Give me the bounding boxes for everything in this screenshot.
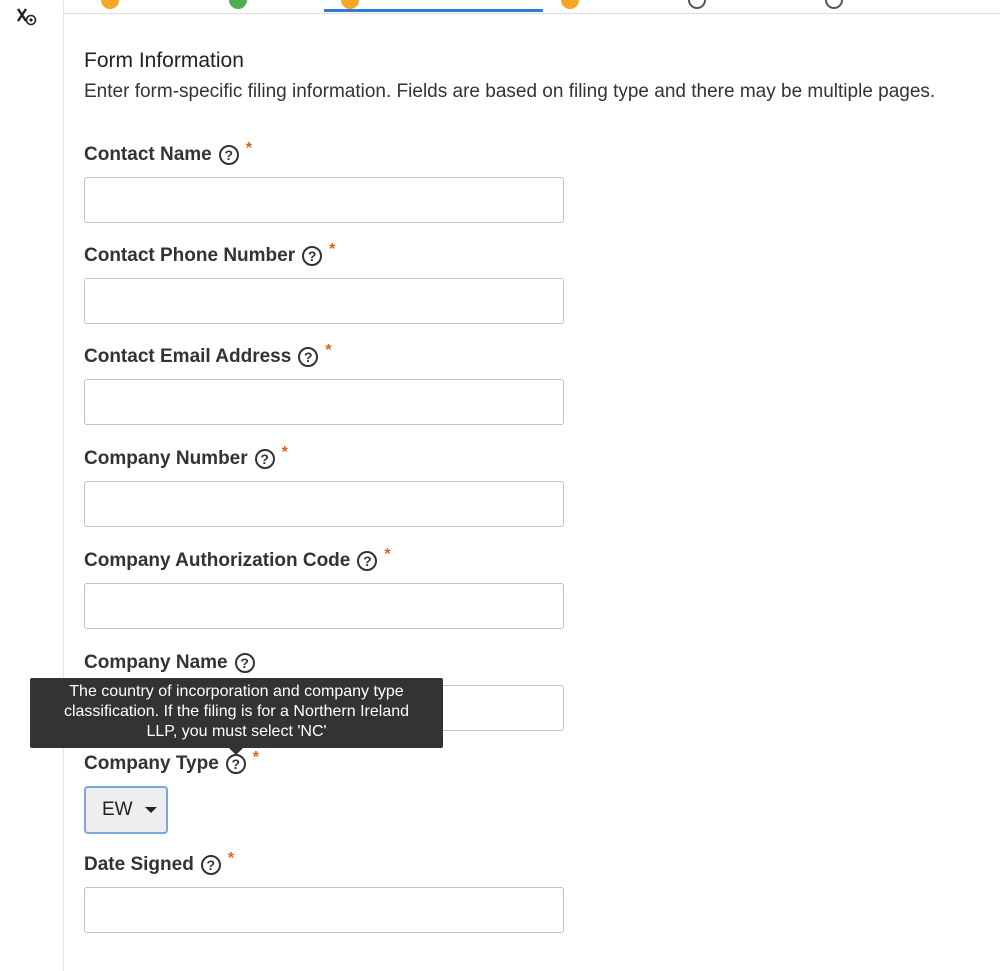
company-name-label: Company Name <box>84 652 228 673</box>
help-icon[interactable]: ? <box>357 551 377 571</box>
contact-phone-label: Contact Phone Number <box>84 245 296 266</box>
contact-email-label: Contact Email Address <box>84 346 292 367</box>
company-type-tooltip <box>30 678 443 748</box>
contact-email-input[interactable] <box>84 379 564 425</box>
company-type-label: Company Type <box>84 753 219 774</box>
help-icon[interactable]: ? <box>226 754 246 774</box>
company-type-selected-value: EW <box>102 799 133 820</box>
required-marker: * <box>245 140 252 157</box>
help-icon[interactable]: ? <box>219 145 239 165</box>
contact-email-field <box>84 342 684 369</box>
help-icon[interactable]: ? <box>235 653 255 673</box>
tooltip-line: classification. If the filing is for a Northern Ireland <box>63 703 410 720</box>
filing-stepper <box>63 0 1000 14</box>
company-auth-code-label: Company Authorization Code <box>84 550 351 571</box>
help-icon[interactable]: ? <box>298 347 318 367</box>
app-logo-icon[interactable] <box>15 4 39 28</box>
step-2-status-icon[interactable] <box>229 0 247 9</box>
caret-down-icon <box>145 807 157 813</box>
company-auth-code-field <box>84 546 684 573</box>
help-icon[interactable]: ? <box>302 246 322 266</box>
help-icon[interactable]: ? <box>255 449 275 469</box>
contact-phone-input[interactable] <box>84 278 564 324</box>
required-marker: * <box>325 342 332 359</box>
step-5-status-icon[interactable] <box>688 0 706 9</box>
date-signed-label: Date Signed <box>84 854 194 875</box>
required-marker: * <box>281 444 288 461</box>
company-number-label: Company Number <box>84 448 248 469</box>
date-signed-field <box>84 850 684 877</box>
contact-name-input[interactable] <box>84 177 564 223</box>
contact-name-field <box>84 140 684 167</box>
tooltip-arrow <box>229 748 243 755</box>
help-icon[interactable]: ? <box>201 855 221 875</box>
step-4-status-icon[interactable] <box>561 0 579 9</box>
required-marker: * <box>329 241 336 258</box>
company-type-field <box>84 749 684 820</box>
company-number-input[interactable] <box>84 481 564 527</box>
contact-name-label: Contact Name <box>84 144 212 165</box>
company-auth-code-input[interactable] <box>84 583 564 629</box>
step-1-status-icon[interactable] <box>101 0 119 9</box>
active-step-indicator <box>324 9 543 12</box>
sidebar <box>0 0 64 971</box>
section-description: Enter form-specific filing information. Fields are based on filing type and there may be multiple pages. <box>84 81 936 102</box>
required-marker: * <box>384 546 391 563</box>
required-marker: * <box>252 749 260 766</box>
contact-phone-field <box>84 241 684 268</box>
company-type-select[interactable] <box>84 786 168 834</box>
tooltip-line: LLP, you must select 'NC' <box>146 723 327 740</box>
step-6-status-icon[interactable] <box>825 0 843 9</box>
step-3-status-icon[interactable] <box>341 0 359 9</box>
section-title: Form Information <box>84 49 244 72</box>
tooltip-line: The country of incorporation and company type <box>69 683 404 700</box>
company-number-field <box>84 444 684 471</box>
required-marker: * <box>227 850 235 867</box>
date-signed-input[interactable] <box>84 887 564 933</box>
company-name-field <box>84 651 684 675</box>
